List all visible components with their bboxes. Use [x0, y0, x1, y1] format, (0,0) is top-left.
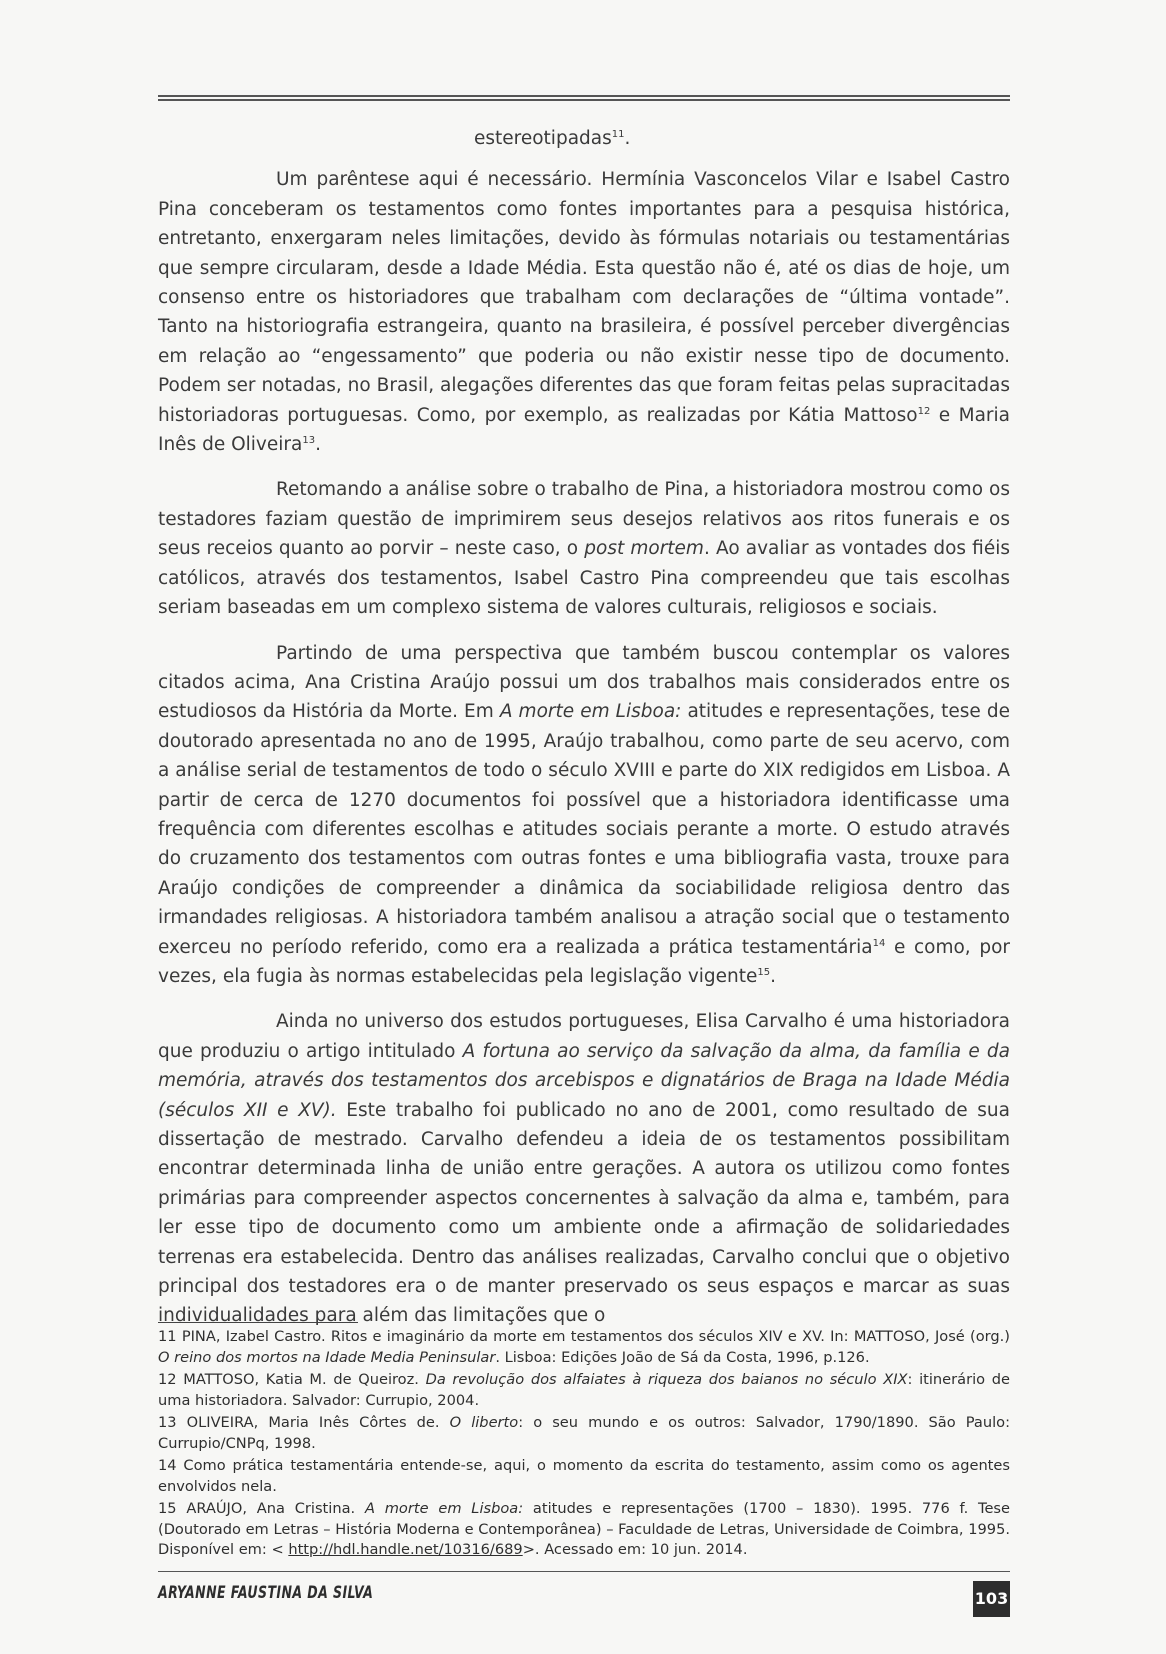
text-span: . — [770, 965, 777, 987]
text-span: Este trabalho foi publicado no ano de 2001, como resultado de sua dissertação de mestrado. Carvalho defendeu a ideia de os testamentos possibilitam encontrar determinada linha de união entre gerações. A autora os utilizou como fontes primárias para compreender aspectos concernentes à salvação da alma e, também, para ler esse tipo de documento como um ambiente onde a afirmação de solidariedades terrenas era estabelecida. Dentro das análises realizadas, Carvalho conclui que o objetivo principal dos testadores era o de manter preservado os seus espaços e marcar as suas individualidades para além das limitações que o — [158, 1099, 1010, 1327]
text-span: . Ao avaliar as vontades dos fiéis católicos, através dos testamentos, Isabel Castro Pina compreendeu que tais escolhas seriam baseadas em um complexo sistema de valores culturais, religiosos e sociais. — [158, 538, 1010, 619]
paragraph-4 — [158, 1007, 1010, 1330]
footnotes — [158, 1327, 1010, 1563]
italic-term: post mortem — [584, 538, 704, 560]
text-span: >. Acessado em: 10 jun. 2014. — [522, 1541, 748, 1558]
text-span: Retomando a análise sobre o trabalho de Pina, a historiadora mostrou como os testadores faziam questão de imprimirem seus desejos relativos aos ritos funerais e os seus receios quanto ao porvir – neste caso, o — [158, 479, 1010, 560]
text-span: 11 PINA, Izabel Castro. Ritos e imaginário da morte em testamentos dos séculos XIV e XV. In: MATTOSO, José (org.) — [158, 1328, 1010, 1345]
text-span: : o seu mundo e os outros: Salvador, 1790/1890. São Paulo: Currupio/CNPq, 1998. — [158, 1414, 1010, 1452]
footnote-13 — [158, 1413, 1010, 1454]
text-span: e Maria Inês de Oliveira — [158, 404, 1011, 456]
text-span: e como, por vezes, ela fugia às normas estabelecidas pela legislação vigente — [158, 936, 1010, 987]
italic-title: O liberto — [449, 1414, 519, 1431]
page-number-badge: 103 — [973, 1581, 1010, 1617]
footnote-14 — [158, 1456, 1010, 1497]
italic-title: A morte em Lisboa: — [499, 701, 682, 723]
footnote-ref-12[interactable]: 12 — [917, 405, 931, 417]
footnote-separator — [158, 1322, 358, 1323]
footnote-12 — [158, 1370, 1010, 1411]
text-span: . — [624, 128, 631, 149]
text-span: estereotipadas — [474, 128, 612, 149]
handle-link[interactable]: http://hdl.handle.net/10316/689 — [288, 1541, 523, 1558]
text-span: 13 OLIVEIRA, Maria Inês Côrtes de. — [158, 1414, 450, 1431]
footnote-ref-11[interactable]: 11 — [611, 128, 625, 140]
italic-title: A morte em Lisboa: — [364, 1500, 524, 1517]
text-span: 14 Como prática testamentária entende-se, aqui, o momento da escrita do testamento, assim como os agentes envolvidos nela. — [158, 1457, 1010, 1495]
text-span: atitudes e representações (1700 – 1830). 1995. 776 f. Tese (Doutorado em Letras – História Moderna e Contemporânea) – Faculdade de Letras, Universidade de Coimbra, 1995. Disponível em: < — [158, 1500, 1011, 1558]
paragraph-2 — [158, 475, 1010, 622]
text-span: 12 MATTOSO, Katia M. de Queiroz. — [158, 1371, 426, 1388]
footnote-15 — [158, 1499, 1010, 1561]
paragraph-1 — [158, 165, 1010, 459]
header-double-rule — [158, 95, 1010, 101]
italic-title: A fortuna ao serviço da salvação da alma, da família e da memória, através dos testamentos dos arcebispos e dignatários de Braga na Idade Média (séculos XII e XV). — [158, 1040, 1010, 1121]
text-span: Ainda no universo dos estudos portugueses, Elisa Carvalho é uma historiadora que produziu o artigo intitulado — [158, 1011, 1010, 1062]
text-span: Partindo de uma perspectiva que também buscou contemplar os valores citados acima, Ana Cristina Araújo possui um dos trabalhos mais considerados entre os estudiosos da História da Morte. Em — [158, 642, 1010, 723]
footnote-ref-13[interactable]: 13 — [302, 434, 316, 446]
text-span: . Lisboa: Edições João de Sá da Costa, 1996, p.126. — [495, 1348, 870, 1366]
footer-rule — [158, 1571, 1010, 1572]
text-span: atitudes e representações, tese de doutorado apresentada no ano de 1995, Araújo trabalhou, como parte de seu acervo, com a análise serial de testamentos de todo o século XVIII e parte do XIX redigidos em Lisboa. A partir de cerca de 1270 documentos foi possível que a historiadora identificasse uma frequência com diferentes escolhas e atitudes sociais perante a morte. O estudo através do cruzamento dos testamentos com outras fontes e uma bibliografia vasta, trouxe para Araújo condições de compreender a dinâmica da sociabilidade religiosa dentro das irmandades religiosas. A historiadora também analisou a atração social que o testamento exerceu no período referido, como era a realizada a prática testamentária — [158, 701, 1010, 958]
body-text — [158, 124, 1010, 1347]
italic-title: Da revolução dos alfaiates à riqueza dos baianos no século XIX — [425, 1371, 908, 1388]
footnote-11 — [158, 1327, 1010, 1368]
paragraph-3 — [158, 639, 1010, 992]
text-span: . — [315, 434, 321, 456]
footnote-ref-14[interactable]: 14 — [872, 937, 886, 949]
footnote-ref-15[interactable]: 15 — [757, 966, 771, 978]
footer-author: ARYANNE FAUSTINA DA SILVA — [158, 1583, 374, 1603]
text-span: 15 ARAÚJO, Ana Cristina. — [158, 1500, 365, 1517]
text-span: Um parêntese aqui é necessário. Hermínia Vasconcelos Vilar e Isabel Castro Pina conceberam os testamentos como fontes importantes para a pesquisa histórica, entretanto, enxergaram neles limitações, devido às fórmulas notariais ou testamentárias que sempre circularam, desde a Idade Média. Esta questão não é, até os dias de hoje, um consenso entre os historiadores que trabalham com declarações de “última vontade”. Tanto na historiografia estrangeira, quanto na brasileira, é possível perceber divergências em relação ao “engessamento” que poderia ou não existir nesse tipo de documento. Podem ser notadas, no Brasil, alegações diferentes das que foram feitas pelas supracitadas historiadoras portuguesas. Como, por exemplo, as realizadas por Kátia Mattoso — [158, 169, 1010, 426]
paragraph-continuation — [158, 124, 1010, 153]
text-span: : itinerário de uma historiadora. Salvador: Currupio, 2004. — [158, 1371, 1010, 1409]
italic-title: O reino dos mortos na Idade Media Peninsular — [158, 1348, 496, 1366]
